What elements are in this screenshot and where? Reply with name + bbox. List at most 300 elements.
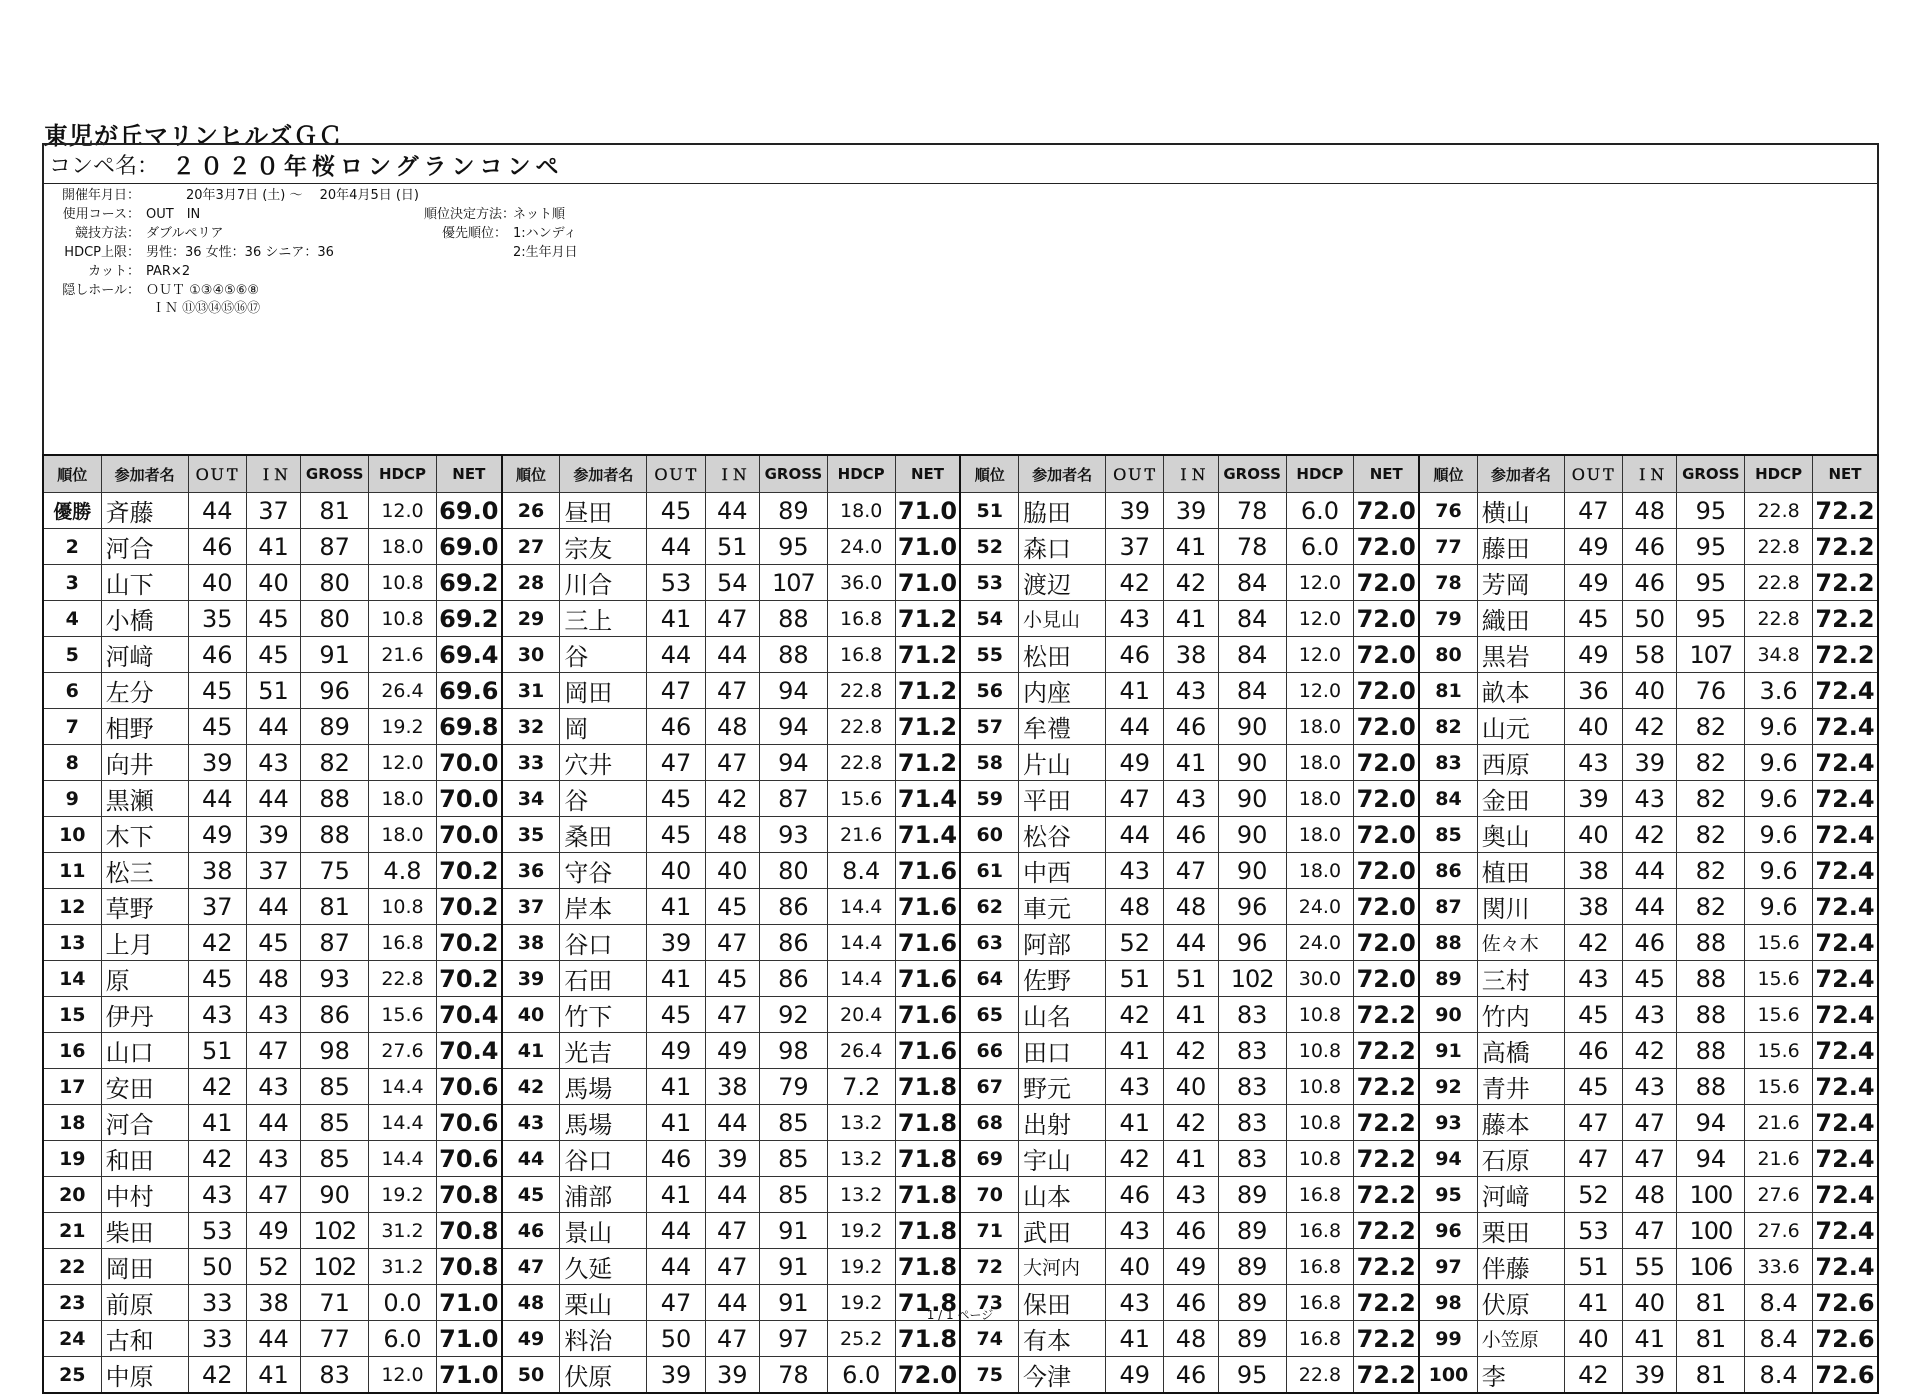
cell-in: 39	[1622, 745, 1676, 781]
cell-rank: 39	[502, 961, 560, 997]
cell-gross: 94	[760, 745, 828, 781]
cell-rank: 3	[43, 565, 101, 601]
cell-rank: 15	[43, 997, 101, 1033]
cell-out: 43	[1106, 853, 1164, 889]
cell-out: 44	[647, 1249, 705, 1285]
cell-gross: 102	[1218, 961, 1286, 997]
cell-out: 41	[1106, 1105, 1164, 1141]
cell-rank: 5	[43, 637, 101, 673]
cell-net: 72.4	[1813, 1213, 1878, 1249]
cell-net: 72.2	[1354, 1033, 1419, 1069]
cell-gross: 107	[1677, 637, 1745, 673]
cell-net: 71.2	[895, 601, 960, 637]
cell-hdcp: 13.2	[827, 1141, 895, 1177]
table-row	[43, 1105, 1878, 1141]
cell-net: 70.8	[436, 1249, 501, 1285]
cell-hdcp: 12.0	[1286, 601, 1354, 637]
table-row	[43, 1249, 1878, 1285]
cell-in: 44	[246, 781, 300, 817]
cell-rank: 51	[960, 493, 1018, 529]
cell-hdcp: 16.8	[827, 601, 895, 637]
cell-net: 72.2	[1354, 1141, 1419, 1177]
cell-net: 72.4	[1813, 1249, 1878, 1285]
cell-out: 42	[1106, 565, 1164, 601]
cell-name: 竹内	[1477, 997, 1564, 1033]
cell-out: 42	[1564, 925, 1622, 961]
cell-out: 53	[188, 1213, 246, 1249]
cell-hdcp: 16.8	[1286, 1177, 1354, 1213]
cell-net: 72.2	[1813, 601, 1878, 637]
cell-rank: 36	[502, 853, 560, 889]
cell-name: 渡辺	[1019, 565, 1106, 601]
cell-in: 43	[1164, 1177, 1218, 1213]
cell-in: 38	[246, 1285, 300, 1321]
cell-in: 45	[1622, 961, 1676, 997]
cell-name: 牟禮	[1019, 709, 1106, 745]
cell-in: 40	[1622, 1285, 1676, 1321]
cell-in: 48	[705, 709, 759, 745]
cell-name: 植田	[1477, 853, 1564, 889]
cell-net: 72.6	[1813, 1321, 1878, 1357]
cell-gross: 95	[1677, 601, 1745, 637]
cell-gross: 100	[1677, 1213, 1745, 1249]
cell-rank: 26	[502, 493, 560, 529]
table-row	[43, 673, 1878, 709]
cell-out: 39	[188, 745, 246, 781]
cell-rank: 64	[960, 961, 1018, 997]
cell-in: 48	[705, 817, 759, 853]
cell-out: 50	[647, 1321, 705, 1357]
cell-rank: 56	[960, 673, 1018, 709]
cell-rank: 48	[502, 1285, 560, 1321]
cell-net: 69.4	[436, 637, 501, 673]
cell-out: 39	[647, 1357, 705, 1394]
cell-out: 46	[647, 1141, 705, 1177]
cell-in: 47	[1164, 853, 1218, 889]
cell-name: 野元	[1019, 1069, 1106, 1105]
cell-hdcp: 14.4	[369, 1069, 437, 1105]
cell-name: 山元	[1477, 709, 1564, 745]
cell-net: 70.4	[436, 997, 501, 1033]
cell-rank: 14	[43, 961, 101, 997]
cell-name: 昼田	[560, 493, 647, 529]
cell-rank: 68	[960, 1105, 1018, 1141]
cell-hdcp: 21.6	[369, 637, 437, 673]
cell-out: 49	[1564, 565, 1622, 601]
cell-out: 43	[188, 997, 246, 1033]
cell-hdcp: 26.4	[369, 673, 437, 709]
cell-hdcp: 27.6	[1745, 1177, 1813, 1213]
cell-gross: 86	[760, 961, 828, 997]
cell-in: 52	[246, 1249, 300, 1285]
cell-name: 出射	[1019, 1105, 1106, 1141]
cell-name: 脇田	[1019, 493, 1106, 529]
cell-hdcp: 9.6	[1745, 745, 1813, 781]
cell-gross: 95	[1677, 493, 1745, 529]
cell-hdcp: 15.6	[1745, 961, 1813, 997]
cell-rank: 41	[502, 1033, 560, 1069]
cell-name: 西原	[1477, 745, 1564, 781]
cell-rank: 70	[960, 1177, 1018, 1213]
cell-gross: 107	[760, 565, 828, 601]
cell-gross: 90	[301, 1177, 369, 1213]
header-out: ＯＵＴ	[647, 455, 705, 493]
header-net: NET	[436, 455, 501, 493]
cell-out: 40	[647, 853, 705, 889]
cell-name: 岡田	[560, 673, 647, 709]
cell-name: 馬場	[560, 1105, 647, 1141]
cell-net: 72.4	[1813, 1033, 1878, 1069]
cell-name: 黒瀬	[101, 781, 188, 817]
cell-name: 穴井	[560, 745, 647, 781]
cell-out: 45	[647, 817, 705, 853]
cell-hdcp: 12.0	[1286, 565, 1354, 601]
cell-hdcp: 9.6	[1745, 853, 1813, 889]
cell-gross: 83	[1218, 1105, 1286, 1141]
cell-hdcp: 14.4	[827, 961, 895, 997]
table-row	[43, 1177, 1878, 1213]
cell-hdcp: 22.8	[369, 961, 437, 997]
cell-name: 佐々木	[1477, 925, 1564, 961]
course-value: OUT IN	[146, 207, 201, 222]
cell-gross: 78	[1218, 529, 1286, 565]
cell-in: 51	[1164, 961, 1218, 997]
cell-net: 72.2	[1813, 565, 1878, 601]
cell-in: 48	[246, 961, 300, 997]
cell-rank: 76	[1419, 493, 1477, 529]
cell-rank: 63	[960, 925, 1018, 961]
cell-rank: 87	[1419, 889, 1477, 925]
cell-gross: 91	[301, 637, 369, 673]
cell-name: 前原	[101, 1285, 188, 1321]
cell-out: 45	[1564, 601, 1622, 637]
cell-hdcp: 4.8	[369, 853, 437, 889]
cell-in: 40	[1164, 1069, 1218, 1105]
cell-gross: 77	[301, 1321, 369, 1357]
cell-out: 46	[188, 637, 246, 673]
cell-net: 70.2	[436, 925, 501, 961]
cell-net: 72.0	[895, 1357, 960, 1394]
cell-name: 谷口	[560, 925, 647, 961]
cell-gross: 88	[760, 637, 828, 673]
cell-in: 47	[705, 925, 759, 961]
cell-gross: 96	[1218, 925, 1286, 961]
cell-rank: 4	[43, 601, 101, 637]
cell-out: 44	[188, 493, 246, 529]
cell-hdcp: 25.2	[827, 1321, 895, 1357]
cell-hdcp: 31.2	[369, 1213, 437, 1249]
cell-gross: 90	[1218, 853, 1286, 889]
header-in: ＩＮ	[1622, 455, 1676, 493]
cell-out: 49	[1564, 637, 1622, 673]
cell-net: 70.2	[436, 853, 501, 889]
cell-rank: 90	[1419, 997, 1477, 1033]
cell-name: 原	[101, 961, 188, 997]
cell-out: 43	[1564, 745, 1622, 781]
header-out: ＯＵＴ	[1564, 455, 1622, 493]
cell-out: 41	[1106, 1033, 1164, 1069]
cell-in: 47	[705, 997, 759, 1033]
cell-out: 37	[188, 889, 246, 925]
cell-rank: 66	[960, 1033, 1018, 1069]
cell-hdcp: 15.6	[1745, 925, 1813, 961]
cell-rank: 38	[502, 925, 560, 961]
cell-gross: 89	[301, 709, 369, 745]
cell-hdcp: 15.6	[827, 781, 895, 817]
cell-name: 竹下	[560, 997, 647, 1033]
cell-hdcp: 24.0	[827, 529, 895, 565]
cell-hdcp: 6.0	[1286, 493, 1354, 529]
cell-rank: 65	[960, 997, 1018, 1033]
header-gross: GROSS	[1677, 455, 1745, 493]
cell-rank: 32	[502, 709, 560, 745]
cell-in: 42	[1622, 709, 1676, 745]
cell-net: 70.0	[436, 817, 501, 853]
cell-out: 51	[1564, 1249, 1622, 1285]
cell-in: 45	[246, 601, 300, 637]
cell-in: 44	[705, 1105, 759, 1141]
cell-out: 52	[1564, 1177, 1622, 1213]
cell-in: 43	[1622, 1069, 1676, 1105]
cell-in: 46	[1622, 925, 1676, 961]
cell-rank: 17	[43, 1069, 101, 1105]
cell-out: 53	[647, 565, 705, 601]
cell-name: 栗田	[1477, 1213, 1564, 1249]
cell-name: 芳岡	[1477, 565, 1564, 601]
header-name: 参加者名	[1019, 455, 1106, 493]
cell-gross: 91	[760, 1213, 828, 1249]
cell-hdcp: 12.0	[369, 493, 437, 529]
cell-in: 46	[1164, 1285, 1218, 1321]
cell-hdcp: 18.0	[1286, 853, 1354, 889]
cell-name: 阿部	[1019, 925, 1106, 961]
cell-name: 山本	[1019, 1177, 1106, 1213]
cell-rank: 52	[960, 529, 1018, 565]
cell-in: 48	[1622, 1177, 1676, 1213]
cell-hdcp: 15.6	[1745, 1069, 1813, 1105]
cell-gross: 81	[1677, 1357, 1745, 1394]
header-gross: GROSS	[301, 455, 369, 493]
cell-rank: 93	[1419, 1105, 1477, 1141]
cell-name: 守谷	[560, 853, 647, 889]
table-row	[43, 781, 1878, 817]
cell-net: 70.6	[436, 1141, 501, 1177]
cell-rank: 7	[43, 709, 101, 745]
cell-out: 42	[188, 1357, 246, 1394]
cell-name: 伴藤	[1477, 1249, 1564, 1285]
cell-net: 71.6	[895, 1033, 960, 1069]
cell-gross: 82	[1677, 781, 1745, 817]
cell-name: 岸本	[560, 889, 647, 925]
cut-row	[44, 260, 190, 279]
cell-out: 40	[1564, 1321, 1622, 1357]
cell-rank: 72	[960, 1249, 1018, 1285]
cell-in: 45	[705, 889, 759, 925]
cell-hdcp: 10.8	[1286, 997, 1354, 1033]
cell-out: 39	[1564, 781, 1622, 817]
cell-name: 保田	[1019, 1285, 1106, 1321]
cell-rank: 84	[1419, 781, 1477, 817]
hidden-holes-in: ＩＮ ⑪⑬⑭⑮⑯⑰	[152, 301, 261, 316]
cell-rank: 98	[1419, 1285, 1477, 1321]
cell-name: 相野	[101, 709, 188, 745]
cell-in: 45	[246, 637, 300, 673]
cell-name: 中西	[1019, 853, 1106, 889]
cell-in: 41	[1622, 1321, 1676, 1357]
cell-gross: 71	[301, 1285, 369, 1321]
cell-in: 42	[1622, 1033, 1676, 1069]
method-label: 競技方法：	[74, 226, 140, 241]
cell-name: 河合	[101, 1105, 188, 1141]
cell-rank: 16	[43, 1033, 101, 1069]
cell-rank: 29	[502, 601, 560, 637]
cell-net: 72.4	[1813, 1141, 1878, 1177]
page-number: 1 / 1 ページ	[926, 1308, 994, 1322]
results-table	[42, 454, 1879, 1394]
cell-out: 43	[1106, 1285, 1164, 1321]
method-value: ダブルペリア	[146, 226, 224, 241]
cell-net: 71.8	[895, 1249, 960, 1285]
cell-gross: 88	[1677, 1033, 1745, 1069]
cell-in: 43	[246, 1069, 300, 1105]
cell-rank: 37	[502, 889, 560, 925]
cell-gross: 81	[1677, 1321, 1745, 1357]
cell-out: 38	[1564, 853, 1622, 889]
cell-name: 奥山	[1477, 817, 1564, 853]
cell-gross: 106	[1677, 1249, 1745, 1285]
cell-gross: 94	[760, 673, 828, 709]
cell-name: 小笠原	[1477, 1321, 1564, 1357]
cell-out: 43	[1564, 961, 1622, 997]
cell-gross: 79	[760, 1069, 828, 1105]
cell-in: 37	[246, 853, 300, 889]
header-out: ＯＵＴ	[188, 455, 246, 493]
cell-name: 田口	[1019, 1033, 1106, 1069]
header-out: ＯＵＴ	[1106, 455, 1164, 493]
cell-net: 72.0	[1354, 961, 1419, 997]
cell-hdcp: 31.2	[369, 1249, 437, 1285]
cell-out: 49	[647, 1033, 705, 1069]
cell-rank: 27	[502, 529, 560, 565]
cell-gross: 92	[760, 997, 828, 1033]
cell-hdcp: 22.8	[1745, 565, 1813, 601]
cell-name: 伏原	[1477, 1285, 1564, 1321]
cell-hdcp: 18.0	[369, 817, 437, 853]
cell-out: 38	[188, 853, 246, 889]
cell-net: 72.0	[1354, 673, 1419, 709]
table-row	[43, 853, 1878, 889]
cell-out: 33	[188, 1285, 246, 1321]
cell-gross: 90	[1218, 817, 1286, 853]
cell-in: 48	[1622, 493, 1676, 529]
cell-name: 有本	[1019, 1321, 1106, 1357]
cell-name: 松三	[101, 853, 188, 889]
competition-info	[42, 182, 1879, 454]
cell-name: 谷口	[560, 1141, 647, 1177]
cell-out: 42	[1106, 1141, 1164, 1177]
cell-out: 48	[1106, 889, 1164, 925]
cell-in: 47	[705, 1249, 759, 1285]
cell-name: 河合	[101, 529, 188, 565]
cell-name: 内座	[1019, 673, 1106, 709]
cell-rank: 優勝	[43, 493, 101, 529]
cell-gross: 87	[301, 529, 369, 565]
cell-out: 36	[1564, 673, 1622, 709]
header-hdcp: HDCP	[827, 455, 895, 493]
cell-gross: 86	[301, 997, 369, 1033]
cell-out: 47	[1564, 1141, 1622, 1177]
cell-in: 47	[705, 1213, 759, 1249]
cell-rank: 53	[960, 565, 1018, 601]
cell-hdcp: 8.4	[1745, 1285, 1813, 1321]
cell-out: 46	[1564, 1033, 1622, 1069]
cell-net: 72.2	[1354, 1069, 1419, 1105]
cell-rank: 20	[43, 1177, 101, 1213]
cell-hdcp: 22.8	[827, 709, 895, 745]
cell-net: 70.6	[436, 1105, 501, 1141]
cell-name: 黒岩	[1477, 637, 1564, 673]
cell-net: 69.0	[436, 529, 501, 565]
cell-in: 38	[705, 1069, 759, 1105]
cell-name: 栗山	[560, 1285, 647, 1321]
cell-net: 70.6	[436, 1069, 501, 1105]
cell-rank: 8	[43, 745, 101, 781]
cell-net: 71.6	[895, 961, 960, 997]
cell-gross: 89	[1218, 1321, 1286, 1357]
cell-rank: 78	[1419, 565, 1477, 601]
venue-title: 東児が丘マリンヒルズＧＣ	[44, 122, 344, 150]
cell-gross: 95	[1677, 565, 1745, 601]
cell-name: 川合	[560, 565, 647, 601]
cell-hdcp: 16.8	[1286, 1321, 1354, 1357]
cell-in: 46	[1164, 817, 1218, 853]
cell-gross: 86	[760, 925, 828, 961]
period-label: 開催年月日：	[61, 188, 140, 203]
cell-rank: 33	[502, 745, 560, 781]
cell-gross: 90	[1218, 709, 1286, 745]
cell-rank: 23	[43, 1285, 101, 1321]
cell-net: 71.6	[895, 925, 960, 961]
cell-gross: 81	[1677, 1285, 1745, 1321]
cell-hdcp: 30.0	[1286, 961, 1354, 997]
cell-hdcp: 19.2	[827, 1285, 895, 1321]
cell-gross: 82	[1677, 709, 1745, 745]
cell-net: 72.0	[1354, 601, 1419, 637]
cell-name: 中原	[101, 1357, 188, 1394]
cell-out: 47	[1106, 781, 1164, 817]
competition-header	[42, 143, 1879, 184]
cell-name: 草野	[101, 889, 188, 925]
cell-in: 38	[1164, 637, 1218, 673]
cell-in: 42	[1164, 1033, 1218, 1069]
hidden-holes-out: ＯＵＴ ①③④⑤⑥⑧	[146, 283, 260, 298]
cut-label: カット：	[88, 264, 140, 279]
cell-in: 43	[246, 997, 300, 1033]
cell-hdcp: 15.6	[1745, 997, 1813, 1033]
cell-net: 72.0	[1354, 853, 1419, 889]
cell-in: 47	[705, 601, 759, 637]
cell-out: 35	[188, 601, 246, 637]
cell-in: 42	[705, 781, 759, 817]
cell-net: 72.6	[1813, 1357, 1878, 1394]
cell-rank: 13	[43, 925, 101, 961]
table-row	[43, 1213, 1878, 1249]
cell-rank: 92	[1419, 1069, 1477, 1105]
cell-rank: 45	[502, 1177, 560, 1213]
cell-net: 70.8	[436, 1213, 501, 1249]
cell-hdcp: 15.6	[1745, 1033, 1813, 1069]
cell-out: 43	[1106, 1213, 1164, 1249]
